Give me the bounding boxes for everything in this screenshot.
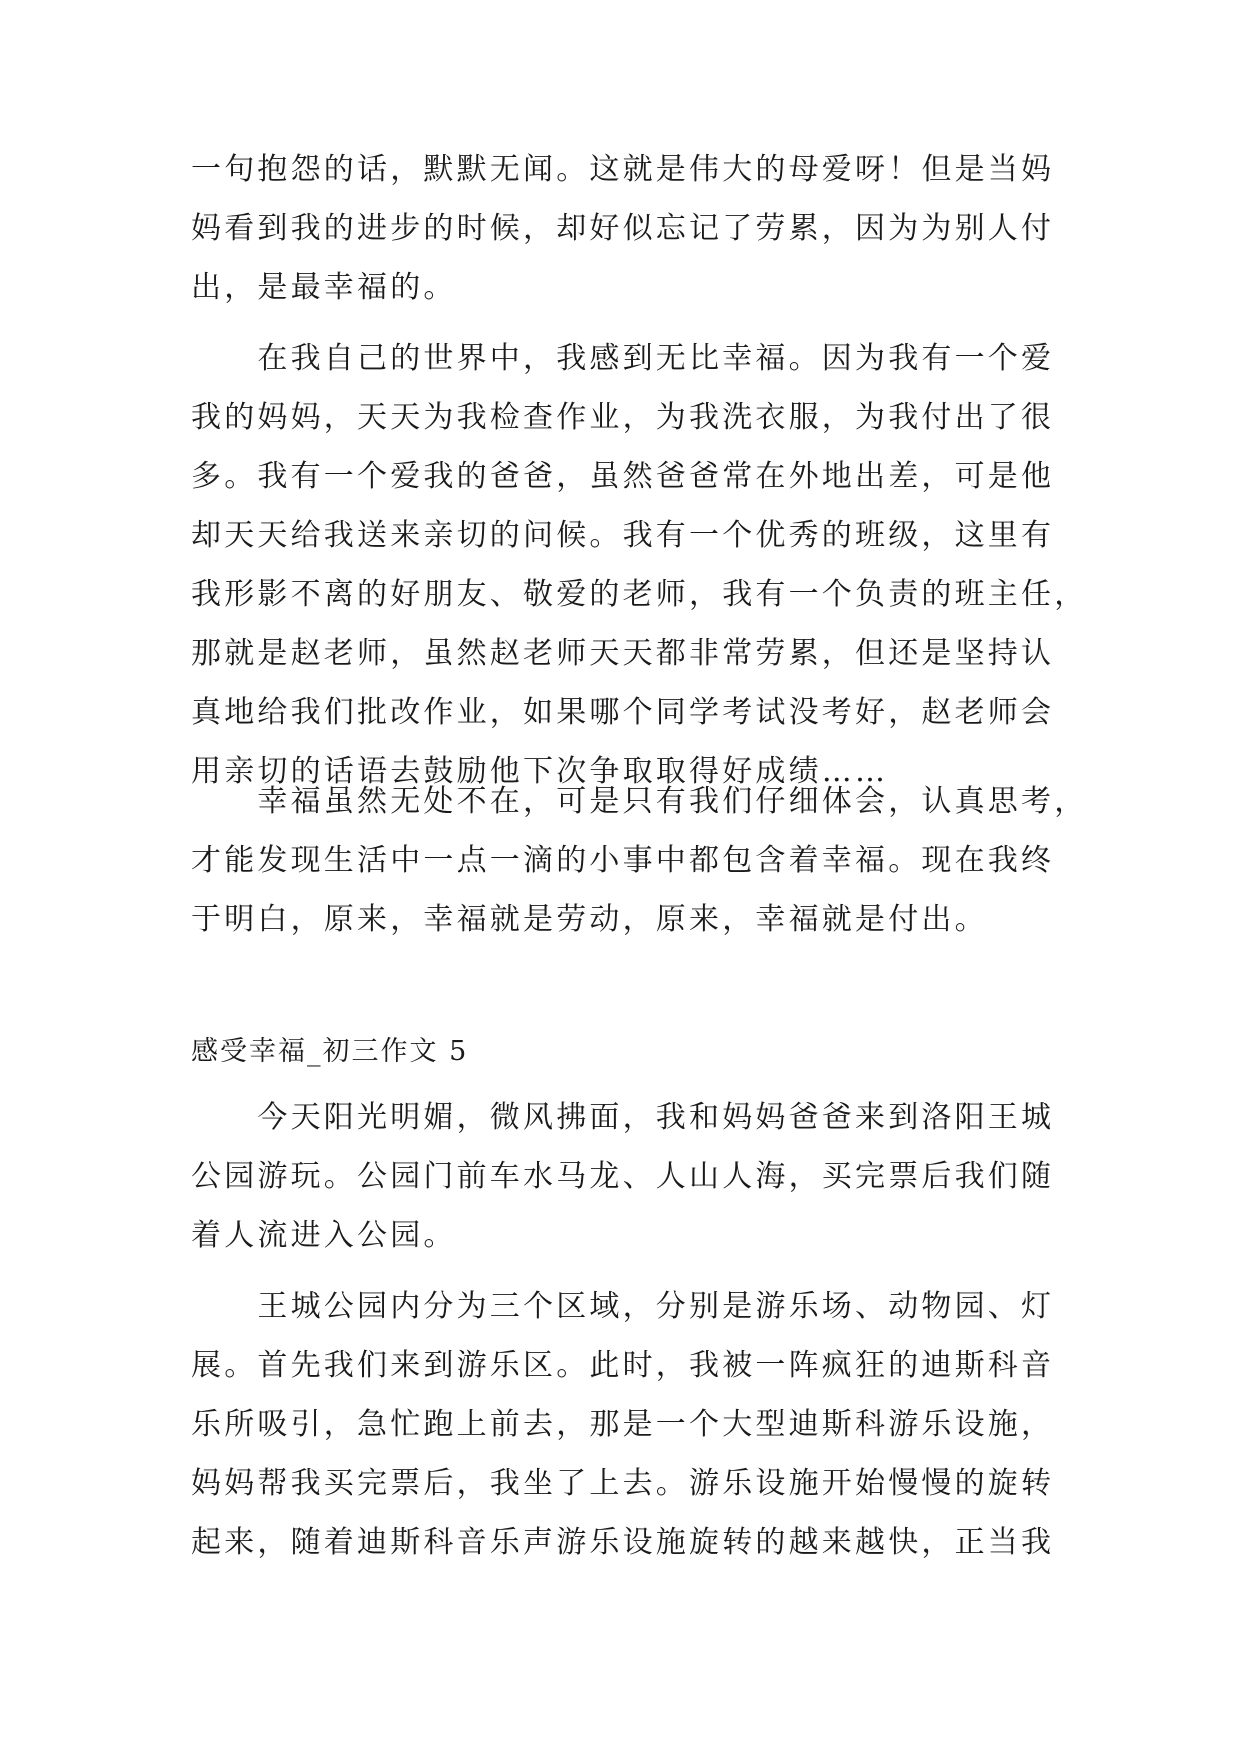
text-line: 乐所吸引，急忙跑上前去，那是一个大型迪斯科游乐设施， bbox=[191, 1407, 1055, 1442]
text-line: 却天天给我送来亲切的问候。我有一个优秀的班级，这里有 bbox=[191, 518, 1055, 553]
text-line: 今天阳光明媚，微风拂面，我和妈妈爸爸来到洛阳王城 bbox=[191, 1100, 1055, 1135]
section2-paragraph2 bbox=[191, 1277, 1055, 1572]
text-line: 那就是赵老师，虽然赵老师天天都非常劳累，但还是坚持认 bbox=[191, 636, 1055, 671]
essay-title: 感受幸福_初三作文 5 bbox=[191, 1036, 469, 1067]
section1-paragraph2 bbox=[191, 329, 1088, 801]
text-line: 才能发现生活中一点一滴的小事中都包含着幸福。现在我终 bbox=[191, 843, 1055, 878]
text-line: 妈妈帮我买完票后，我坐了上去。游乐设施开始慢慢的旋转 bbox=[191, 1466, 1055, 1501]
text-line: 王城公园内分为三个区域，分别是游乐场、动物园、灯 bbox=[191, 1289, 1055, 1324]
text-line: 于明白，原来，幸福就是劳动，原来，幸福就是付出。 bbox=[191, 902, 988, 937]
text-line: 妈看到我的进步的时候，却好似忘记了劳累，因为为别人付 bbox=[191, 211, 1055, 246]
text-line: 真地给我们批改作业，如果哪个同学考试没考好，赵老师会 bbox=[191, 695, 1055, 730]
text-line: 出，是最幸福的。 bbox=[191, 270, 457, 305]
text-line: 在我自己的世界中，我感到无比幸福。因为我有一个爱 bbox=[191, 341, 1055, 376]
text-line: 起来，随着迪斯科音乐声游乐设施旋转的越来越快，正当我 bbox=[191, 1525, 1055, 1560]
text-line: 多。我有一个爱我的爸爸，虽然爸爸常在外地出差，可是他 bbox=[191, 459, 1055, 494]
text-line: 我的妈妈，天天为我检查作业，为我洗衣服，为我付出了很 bbox=[191, 400, 1055, 435]
section1-paragraph1 bbox=[191, 140, 1055, 317]
text-line: 公园游玩。公园门前车水马龙、人山人海，买完票后我们随 bbox=[191, 1159, 1055, 1194]
section1-paragraph3 bbox=[191, 772, 1088, 949]
text-line: 一句抱怨的话，默默无闻。这就是伟大的母爱呀！但是当妈 bbox=[191, 152, 1055, 187]
text-line: 我形影不离的好朋友、敬爱的老师，我有一个负责的班主任， bbox=[191, 577, 1088, 612]
section2-paragraph1 bbox=[191, 1088, 1055, 1265]
text-line: 展。首先我们来到游乐区。此时，我被一阵疯狂的迪斯科音 bbox=[191, 1348, 1055, 1383]
text-line: 用亲切的话语去鼓励他下次争取取得好成绩…… bbox=[191, 754, 889, 789]
text-line: 着人流进入公园。 bbox=[191, 1218, 457, 1253]
text-line: 幸福虽然无处不在，可是只有我们仔细体会，认真思考， bbox=[191, 784, 1088, 819]
